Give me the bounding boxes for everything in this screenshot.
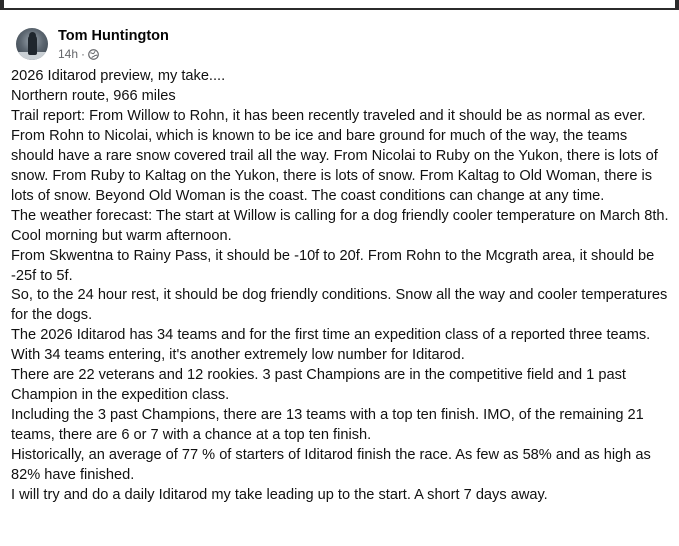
post-line: From Skwentna to Rainy Pass, it should be -10f to 20f. From Rohn to the Mcgrath area, it should be -25f to 5f. (11, 247, 655, 284)
post-line: The 2026 Iditarod has 34 teams and for the first time an expedition class of a reported three teams. (11, 327, 651, 344)
window-top-edge (0, 0, 679, 10)
author-block (58, 27, 169, 62)
author-name[interactable]: Tom Huntington (58, 27, 169, 44)
meta-separator: · (81, 46, 86, 61)
post-line: 2026 Iditarod preview, my take.... (11, 68, 226, 84)
post-text (11, 67, 671, 506)
post-line: The weather forecast: The start at Willow is calling for a dog friendly cooler temperature on March 8th. Cool morning but warm afternoon. (11, 207, 669, 244)
post-header (16, 24, 169, 64)
post-meta (58, 46, 169, 62)
avatar[interactable] (16, 28, 48, 60)
post-line: Northern route, 966 miles (11, 87, 176, 104)
post-line: Trail report: From Willow to Rohn, it has been recently traveled and it should be as normal as ever. From Rohn to Nicolai, which is known to be ice and bare ground for much of the way, the teams should have a rare snow covered trail all the way. From Nicolai to Ruby on the Yukon, there is lots of snow. From Ruby to Kaltag on the Yukon, there is lots of snow. From Kaltag to Old Woman, there is lots of snow. Beyond Old Woman is the coast. The coast conditions can change at any time. (11, 107, 658, 204)
post-timestamp[interactable]: 14h (58, 46, 79, 61)
post-line: With 34 teams entering, it's another extremely low number for Iditarod. (11, 347, 465, 364)
post-line: I will try and do a daily Iditarod my take leading up to the start. A short 7 days away. (11, 487, 548, 504)
post-line: Historically, an average of 77 % of starters of Iditarod finish the race. As few as 58% and as high as 82% have finished. (11, 447, 651, 484)
globe-icon[interactable] (88, 48, 99, 59)
post-line: Including the 3 past Champions, there are 13 teams with a top ten finish. IMO, of the remaining 21 teams, there are 6 or 7 with a chance at a top ten finish. (11, 407, 644, 444)
post-line: There are 22 veterans and 12 rookies. 3 past Champions are in the competitive field and 1 past Champion in the expedition class. (11, 367, 626, 404)
post-line: So, to the 24 hour rest, it should be dog friendly conditions. Snow all the way and cooler temperatures for the dogs. (11, 287, 668, 324)
